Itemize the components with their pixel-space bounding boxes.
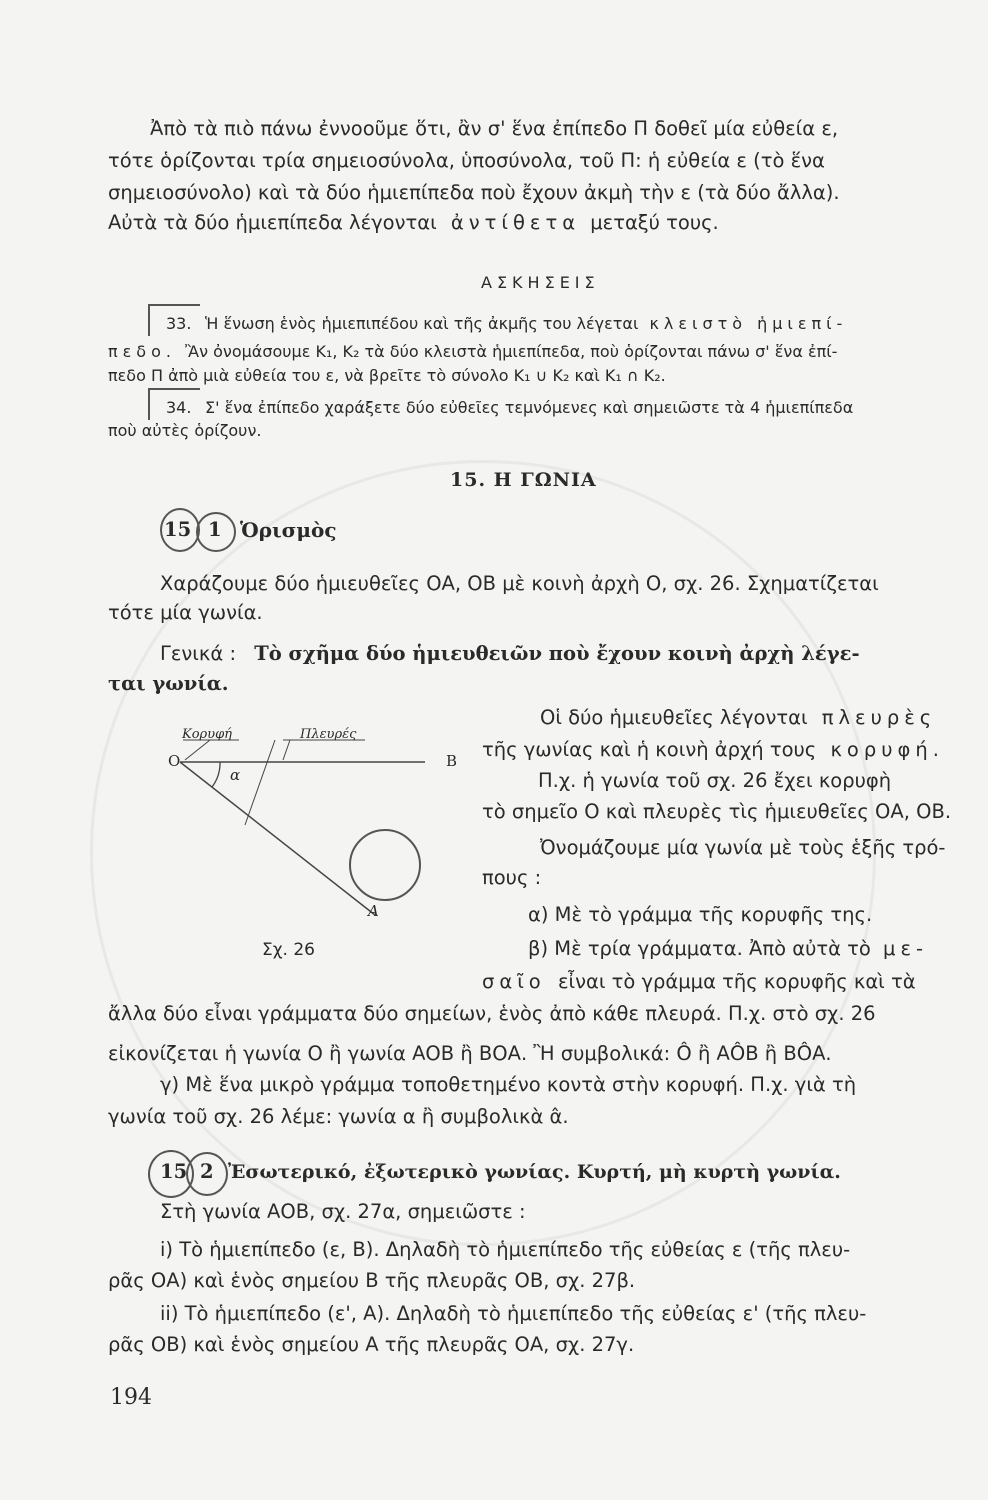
figure-angle-label: α [230,766,241,784]
section-1-title: Ὁρισμὸς [240,518,337,542]
general-definition-text: Τὸ σχῆμα δύο ἡμιευθειῶν ποὺ ἔχουν κοινὴ ἀρχὴ λέγε- [254,642,860,665]
chapter-title: 15. Η ΓΩΝΙΑ [450,469,597,491]
sides-term: πλευρὲς [821,706,937,729]
exercises-heading: ΑΣΚΗΣΕΙΣ [481,273,600,292]
exercise-33-text-2: Ἂν ὀνομάσουμε K₁, K₂ τὰ δύο κλειστὰ ἡμιεπίπεδα, ποὺ ὁρίζονται πάνω σ' ἕνα ἐπί- [185,342,838,361]
naming-line-1: Ὀνομάζουμε μία γωνία μὲ τοὺς ἑξῆς τρό- [540,836,946,859]
naming-option-c-line-1: γ) Μὲ ἕνα μικρὸ γράμμα τοποθετημένο κοντὰ στὴν κορυφή. Π.χ. γιὰ τὴ [160,1073,857,1096]
section-2-number-a: 15 [160,1160,188,1183]
section-2-title: Ἐσωτερικό, ἐξωτερικὸ γωνίας. Κυρτή, μὴ κυρτὴ γωνία. [228,1161,841,1183]
intro-line-1: Ἀπὸ τὰ πιὸ πάνω ἐννοοῦμε ὅτι, ἂν σ' ἕνα ἐπίπεδο Π δοθεῖ μία εὐθεία ε, [150,117,839,140]
vertex-def-text: τῆς γωνίας καὶ ἡ κοινὴ ἀρχή τους [482,738,817,761]
section-1-number-a: 15 [164,518,192,541]
exercise-33-term: κλειστὸ ἡμιεπί- [649,314,848,333]
exercise-33-text: Ἡ ἕνωση ἑνὸς ἡμιεπιπέδου καὶ τῆς ἀκμῆς του λέγεται [205,314,639,333]
naming-option-b-line-3: ἄλλα δύο εἶναι γράμματα δύο σημείων, ἑνὸς ἀπὸ κάθε πλευρά. Π.χ. στὸ σχ. 26 [108,1002,876,1025]
vertex-term: κορυφή. [830,738,944,761]
naming-option-b-line-4: εἰκονίζεται ἡ γωνία Ο ἢ γωνία ΑΟΒ ἢ ΒΟΑ. Ἢ συμβολικά: Ô ἢ ΑÔΒ ἢ ΒÔΑ. [108,1042,832,1065]
section-2-line-2: i) Τὸ ἡμιεπίπεδο (ε, Β). Δηλαδὴ τὸ ἡμιεπίπεδο τῆς εὐθείας ε (τῆς πλευ- [160,1238,851,1261]
section-1-number-b: 1 [208,518,222,541]
section-1-para-line-1: Χαράζουμε δύο ἡμιευθεῖες ΟΑ, ΟΒ μὲ κοινὴ ἀρχὴ Ο, σχ. 26. Σχηματίζεται [160,572,879,595]
section-2-line-5: ρᾶς ΟΒ) καὶ ἑνὸς σημείου Α τῆς πλευρᾶς ΟΑ, σχ. 27γ. [108,1333,635,1356]
exercise-34-line-1: Σ' ἕνα ἐπίπεδο χαράξετε δύο εὐθεῖες τεμνόμενες καὶ σημειῶστε τὰ 4 ἡμιεπίπεδα [205,398,854,417]
exercise-33-number: 33. [166,314,192,333]
figure-handwritten-circle [350,830,420,900]
section-2-line-4: ii) Τὸ ἡμιεπίπεδο (ε', Α). Δηλαδὴ τὸ ἡμιεπίπεδο τῆς εὐθείας ε' (τῆς πλευ- [160,1302,867,1325]
figure-sides-label: Πλευρές [300,727,357,742]
sides-definition-line-1 [540,706,936,730]
figure-vertex-label: Κορυφή [182,727,232,742]
intro-line-4 [108,211,719,235]
figure-sides-pointer-2 [245,740,275,825]
figure-26 [165,710,425,940]
example-line-2: τὸ σημεῖο Ο καὶ πλευρὲς τὶς ἡμιευθεῖες ΟΑ, ΟΒ. [482,800,952,823]
figure-point-b: B [446,752,458,770]
figure-side-oa [180,762,375,915]
intro-line-2: τότε ὁρίζονται τρία σημειοσύνολα, ὑποσύνολα, τοῦ Π: ἡ εὐθεία ε (τὸ ἕνα [108,149,825,172]
section-2-number-b: 2 [200,1160,214,1183]
exercise-34-line-2: ποὺ αὐτὲς ὁρίζουν. [108,421,262,440]
exercise-33-line-2 [108,341,837,363]
general-definition-line-1 [160,642,860,666]
figure-sides-pointer-1 [283,740,290,760]
intro-line-3: σημειοσύνολο) καὶ τὰ δύο ἡμιεπίπεδα ποὺ ἔχουν ἀκμὴ τὴν ε (τὰ δύο ἄλλα). [108,181,840,204]
figure-caption: Σχ. 26 [262,940,316,960]
page-number: 194 [110,1385,152,1410]
naming-option-c-line-2: γωνία τοῦ σχ. 26 λέμε: γωνία α ἢ συμβολικὰ α̂. [108,1105,569,1128]
sides-definition-line-2 [482,738,944,762]
naming-option-b [528,937,928,961]
section-2-line-3: ρᾶς ΟΑ) καὶ ἑνὸς σημείου Β τῆς πλευρᾶς ΟΒ, σχ. 27β. [108,1269,636,1292]
exercise-33-line-3: πεδο Π ἀπὸ μιὰ εὐθεία του ε, νὰ βρεῖτε τὸ σύνολο K₁ ∪ K₂ καὶ K₁ ∩ K₂. [108,366,666,385]
figure-point-o: O [168,752,181,770]
intro-term-prefix: Αὐτὰ τὰ δύο ἡμιεπίπεδα λέγονται [108,211,437,234]
exercise-33-line-1 [205,313,847,335]
exercise-34-number: 34. [166,398,192,417]
sides-def-text: Οἱ δύο ἡμιευθεῖες λέγονται [540,706,808,729]
general-definition-line-2: ται γωνία. [108,672,229,695]
intro-term-suffix: μεταξύ τους. [590,211,719,234]
naming-option-b-line-2 [482,970,916,994]
section-2-line-1: Στὴ γωνία ΑΟΒ, σχ. 27α, σημειῶστε : [160,1200,526,1223]
figure-point-a: A [368,902,379,920]
figure-angle-arc [212,762,220,787]
naming-option-b-text-2: εἶναι τὸ γράμμα τῆς κορυφῆς καὶ τὰ [557,970,916,993]
naming-option-b-text: β) Μὲ τρία γράμματα. Ἀπὸ αὐτὰ τὸ [528,937,871,960]
figure-vertex-pointer [185,740,210,760]
example-line-1: Π.χ. ἡ γωνία τοῦ σχ. 26 ἔχει κορυφὴ [538,769,892,792]
general-label: Γενικά : [160,642,237,665]
naming-option-b-term: με- [883,937,929,960]
intro-term-antitheta: ἀντίθετα [450,211,581,234]
naming-option-a: α) Μὲ τὸ γράμμα τῆς κορυφῆς της. [528,903,873,926]
exercise-33-term-end: πεδο. [108,342,176,361]
naming-option-b-term-2: σαῖο [482,970,546,993]
naming-line-2: πους : [482,866,542,889]
section-1-para-line-2: τότε μία γωνία. [108,601,263,624]
